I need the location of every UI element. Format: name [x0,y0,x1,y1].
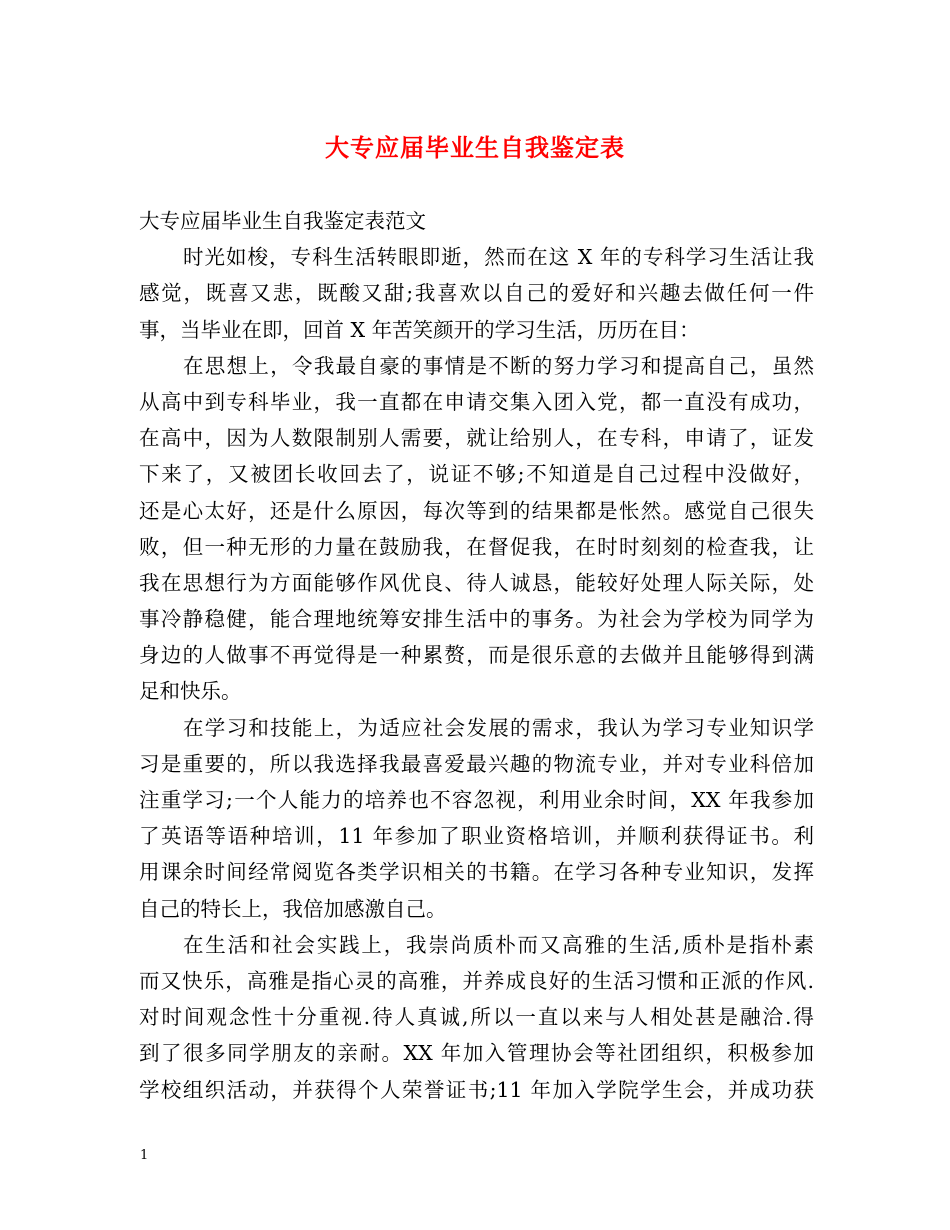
paragraph-line: 对时间观念性十分重视.待人真诚,所以一直以来与人相处甚是融洽.得 [139,1005,814,1030]
paragraph-line: 足和快乐。 [139,679,242,704]
document-subtitle: 大专应届毕业生自我鉴定表范文 [139,209,426,233]
paragraph-line: 学校组织活动，并获得个人荣誉证书;11 年加入学院学生会，并成功获 [139,1077,814,1102]
paragraph-line: 时光如梭，专科生活转眼即逝，然而在这 X 年的专科学习生活让我 [183,245,814,270]
document-body [139,203,814,1108]
paragraph-line: 在思想上，令我最自豪的事情是不断的努力学习和提高自己，虽然 [183,353,814,378]
paragraph-line: 从高中到专科毕业，我一直都在申请交集入团入党，都一直没有成功， [139,389,814,414]
paragraph-line: 事冷静稳健，能合理地统筹安排生活中的事务。为社会为学校为同学为 [139,607,814,632]
paragraph-line: 自己的特长上，我倍加感激自己。 [139,896,447,921]
paragraph-line: 注重学习;一个人能力的培养也不容忽视，利用业余时间，XX 年我参加 [139,788,814,812]
paragraph-line: 我在思想行为方面能够作风优良、待人诚恳，能较好处理人际关际，处 [139,570,814,595]
paragraph-line: 习是重要的，所以我选择我最喜爱最兴趣的物流专业，并对专业科倍加 [139,751,814,776]
paragraph-line: 到了很多同学朋友的亲耐。XX 年加入管理协会等社团组织，积极参加 [139,1041,814,1066]
page-number: 1 [140,1148,149,1163]
paragraph-line: 了英语等语种培训，11 年参加了职业资格培训，并顺利获得证书。利 [139,824,814,849]
paragraph-line: 而又快乐，高雅是指心灵的高雅，并养成良好的生活习惯和正派的作风. [139,968,814,993]
paragraph-line: 用课余时间经常阅览各类学识相关的书籍。在学习各种专业知识，发挥 [139,860,814,885]
document-title: 大专应届毕业生自我鉴定表 [325,133,625,162]
paragraph-line: 在高中，因为人数限制别人需要，就让给别人，在专科，申请了，证发 [139,426,814,451]
paragraph-line: 事，当毕业在即，回首 X 年苦笑颜开的学习生活，历历在目： [139,317,700,342]
paragraph-line: 下来了，又被团长收回去了，说证不够;不知道是自己过程中没做好， [139,462,814,487]
paragraph-line: 身边的人做事不再觉得是一种累赘，而是很乐意的去做并且能够得到满 [139,643,814,668]
paragraph-line: 感觉，既喜又悲，既酸又甜;我喜欢以自己的爱好和兴趣去做任何一件 [139,281,814,306]
paragraph-line: 在生活和社会实践上，我崇尚质朴而又高雅的生活,质朴是指朴素 [183,932,814,957]
paragraph-line: 败，但一种无形的力量在鼓励我，在督促我，在时时刻刻的检查我，让 [139,534,814,559]
paragraph-line: 还是心太好，还是什么原因，每次等到的结果都是怅然。感觉自己很失 [139,498,814,523]
paragraph-line: 在学习和技能上，为适应社会发展的需求，我认为学习专业知识学 [183,715,814,740]
